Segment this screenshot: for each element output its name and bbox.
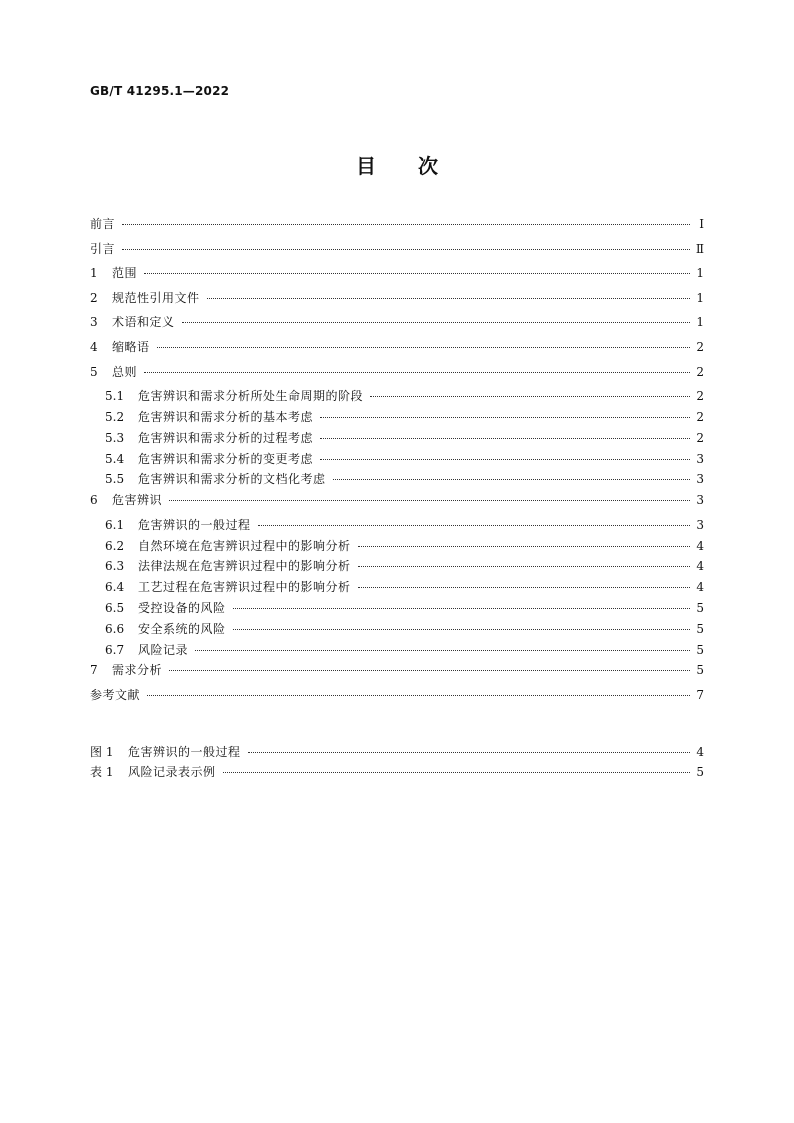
toc-entry[interactable] [90,471,704,492]
page-number: 3 [696,517,704,532]
toc-entry[interactable] [90,687,704,712]
dot-leader [169,670,690,671]
page-number: 2 [696,389,704,404]
dot-leader [333,479,690,480]
entry-title: 缩略语 [112,339,150,354]
entry-number: 5.3 [105,430,125,445]
entry-title: 总则 [112,364,138,379]
entry-number: 6.4 [105,580,125,595]
toc-entry[interactable] [90,314,704,339]
entry-number: 5.2 [105,409,125,424]
entry-title: 范围 [112,266,138,281]
toc-list [90,216,704,712]
toc-entry[interactable] [90,409,704,430]
page-number: 2 [696,409,704,424]
dot-leader [122,249,690,250]
dot-leader [248,752,690,753]
dot-leader [122,224,690,225]
entry-title: 危害辨识和需求分析的变更考虑 [138,451,314,466]
toc-entry[interactable] [90,339,704,364]
entry-title: 危害辨识和需求分析的基本考虑 [138,409,314,424]
entry-number: 5.4 [105,451,125,466]
dot-leader [233,629,690,630]
dot-leader [182,322,690,323]
page-number: 3 [696,472,704,487]
toc-entry[interactable] [90,558,704,579]
page-number: 2 [696,364,704,379]
dot-leader [147,695,690,696]
entry-number: 6 [90,493,98,508]
page-number: 1 [696,266,704,281]
entry-number: 5.1 [105,389,125,404]
page-number: 4 [696,538,704,553]
toc-entry[interactable] [90,265,704,290]
toc-entry[interactable] [90,538,704,559]
page-number: 3 [696,451,704,466]
entry-number: 1 [90,266,98,281]
entry-number: 6.7 [105,642,125,657]
entry-title: 自然环境在危害辨识过程中的影响分析 [138,538,351,553]
entry-number: 6.2 [105,538,125,553]
dot-leader [358,566,690,567]
dot-leader [258,525,690,526]
toc-entry[interactable] [90,430,704,451]
entry-number: 表 1 [90,765,114,779]
toc-entry[interactable] [90,662,704,687]
entry-number: 5.5 [105,472,125,487]
standard-number: GB/T 41295.1—2022 [90,84,230,98]
dot-leader [207,298,690,299]
entry-number: 7 [90,663,98,678]
entry-number: 6.6 [105,621,125,636]
dot-leader [195,650,690,651]
dot-leader [223,772,690,773]
figure-list-entry[interactable] [90,744,704,764]
toc-title-left: 目 [356,154,376,178]
entry-title: 引言 [90,241,116,256]
entry-title: 规范性引用文件 [112,290,200,305]
entry-number: 6.5 [105,600,125,615]
entry-number: 5 [90,364,98,379]
dot-leader [157,347,690,348]
entry-title: 风险记录 [138,642,189,657]
page-number: Ⅰ [699,217,704,231]
toc-entry[interactable] [90,642,704,663]
page-number: 2 [696,430,704,445]
figure-table-list [90,744,704,784]
entry-number: 3 [90,315,98,330]
page-number: 1 [696,315,704,330]
toc-entry[interactable] [90,364,704,389]
entry-title: 术语和定义 [112,315,175,330]
page-number: 4 [696,745,704,759]
entry-number: 6.3 [105,559,125,574]
entry-title: 危害辨识和需求分析的过程考虑 [138,430,314,445]
entry-number: 4 [90,339,98,354]
page-number: 5 [696,765,704,779]
entry-number: 图 1 [90,745,114,759]
entry-number: 6.1 [105,517,125,532]
toc-entry[interactable] [90,492,704,517]
dot-leader [169,500,690,501]
page-number: 3 [696,493,704,508]
page-number: Ⅱ [695,241,704,256]
page-number: 7 [696,687,704,702]
dot-leader [320,438,690,439]
page-number: 4 [696,559,704,574]
figure-list-entry[interactable] [90,764,704,784]
dot-leader [320,459,690,460]
toc-title-right: 次 [418,154,438,178]
entry-title: 风险记录表示例 [128,765,216,779]
toc-entry[interactable] [90,216,704,241]
toc-entry[interactable] [90,290,704,315]
entry-title: 危害辨识的一般过程 [138,517,251,532]
page-number: 5 [696,600,704,615]
entry-number: 2 [90,290,98,305]
dot-leader [144,273,690,274]
page-number: 5 [696,642,704,657]
dot-leader [144,372,690,373]
toc-entry[interactable] [90,517,704,538]
entry-title: 前言 [90,217,116,231]
entry-title: 危害辨识和需求分析的文档化考虑 [138,472,326,487]
entry-title: 需求分析 [112,663,163,678]
page-number: 2 [696,339,704,354]
entry-title: 参考文献 [90,687,141,702]
dot-leader [370,396,690,397]
entry-title: 危害辨识 [112,493,163,508]
entry-title: 法律法规在危害辨识过程中的影响分析 [138,559,351,574]
entry-title: 危害辨识的一般过程 [128,745,241,759]
entry-title: 受控设备的风险 [138,600,226,615]
dot-leader [358,546,690,547]
toc-entry[interactable] [90,621,704,642]
dot-leader [358,587,690,588]
dot-leader [320,417,690,418]
entry-title: 危害辨识和需求分析所处生命周期的阶段 [138,389,364,404]
entry-title: 安全系统的风险 [138,621,226,636]
page-number: 1 [696,290,704,305]
page-number: 5 [696,621,704,636]
toc-title [0,150,794,179]
toc-entry[interactable] [90,388,704,409]
page-number: 5 [696,663,704,678]
page-number: 4 [696,580,704,595]
toc-entry[interactable] [90,451,704,472]
toc-entry[interactable] [90,241,704,266]
dot-leader [233,608,690,609]
toc-entry[interactable] [90,579,704,600]
toc-entry[interactable] [90,600,704,621]
entry-title: 工艺过程在危害辨识过程中的影响分析 [138,580,351,595]
